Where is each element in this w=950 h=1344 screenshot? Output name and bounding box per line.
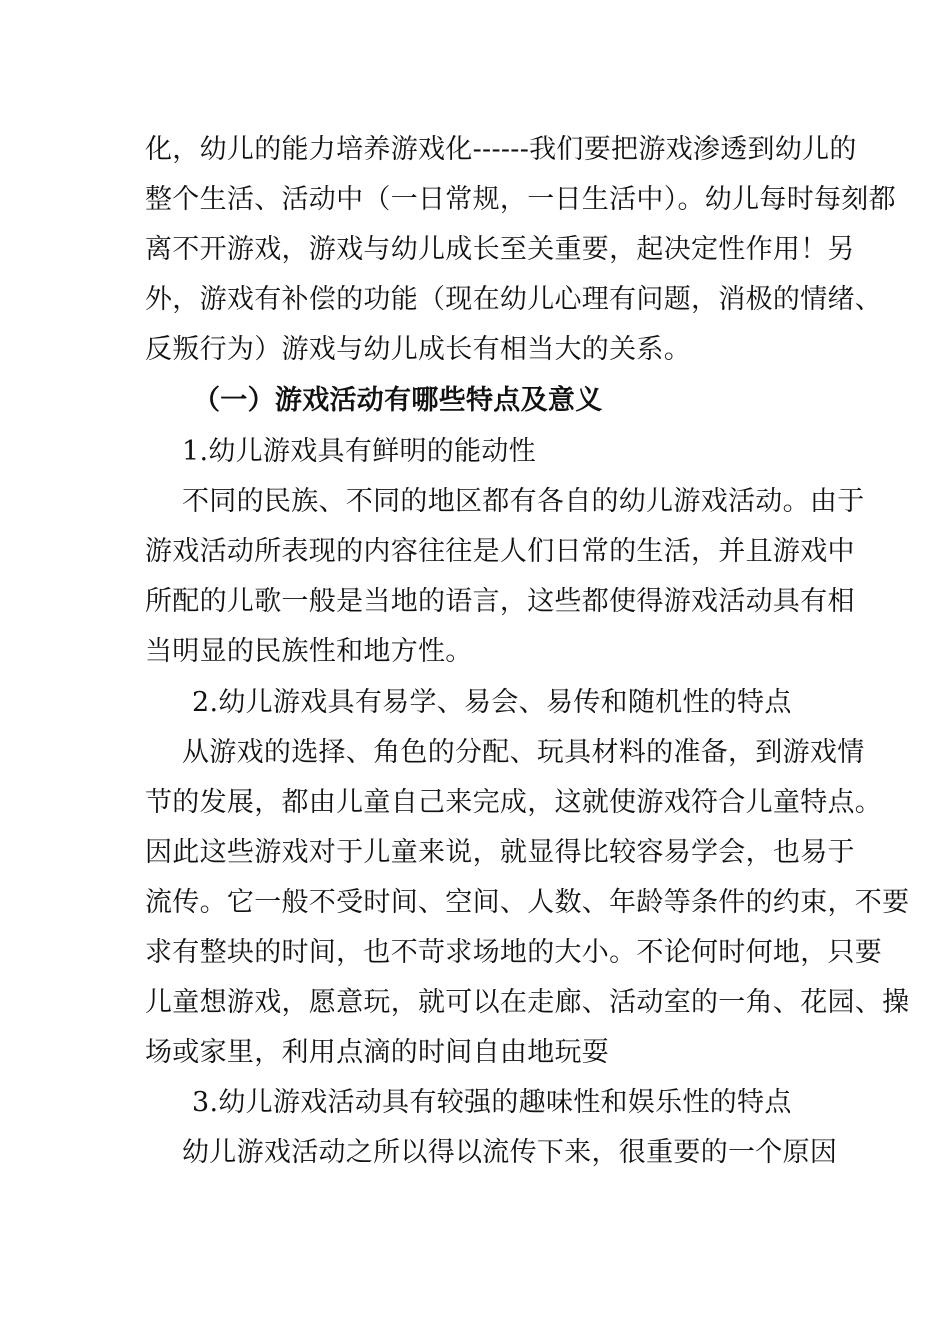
- subsection-heading: 2.幼儿游戏具有易学、易会、易传和随机性的特点: [192, 687, 792, 718]
- paragraph-line: 所配的儿歌一般是当地的语言，这些都使得游戏活动具有相: [145, 586, 855, 617]
- paragraph-line: 化，幼儿的能力培养游戏化------我们要把游戏渗透到幼儿的: [145, 134, 857, 165]
- subsection-heading: 3.幼儿游戏活动具有较强的趣味性和娱乐性的特点: [192, 1087, 792, 1118]
- paragraph-line: 离不开游戏，游戏与幼儿成长至关重要，起决定性作用！另: [145, 234, 855, 265]
- paragraph-line: 不同的民族、不同的地区都有各自的幼儿游戏活动。由于: [182, 486, 865, 517]
- paragraph-line: 外，游戏有补偿的功能（现在幼儿心理有问题，消极的情绪、: [145, 284, 883, 315]
- paragraph-line: 整个生活、活动中（一日常规，一日生活中）。幼儿每时每刻都: [145, 184, 896, 215]
- section-heading: （一）游戏活动有哪些特点及意义: [193, 385, 603, 416]
- paragraph-line: 节的发展，都由儿童自己来完成，这就使游戏符合儿童特点。: [145, 787, 883, 818]
- paragraph-line: 幼儿游戏活动之所以得以流传下来，很重要的一个原因: [182, 1137, 838, 1168]
- paragraph-line: 求有整块的时间，也不苛求场地的大小。不论何时何地，只要: [145, 937, 883, 968]
- paragraph-line: 流传。它一般不受时间、空间、人数、年龄等条件的约束，不要: [145, 887, 910, 918]
- paragraph-line: 场或家里，利用点滴的时间自由地玩耍: [145, 1037, 610, 1068]
- paragraph-line: 当明显的民族性和地方性。: [145, 636, 473, 667]
- paragraph-line: 儿童想游戏，愿意玩，就可以在走廊、活动室的一角、花园、操: [145, 987, 910, 1018]
- paragraph-line: 反叛行为）游戏与幼儿成长有相当大的关系。: [145, 334, 691, 365]
- paragraph-line: 游戏活动所表现的内容往往是人们日常的生活，并且游戏中: [145, 536, 855, 567]
- subsection-heading: 1.幼儿游戏具有鲜明的能动性: [182, 436, 536, 467]
- paragraph-line: 因此这些游戏对于儿童来说，就显得比较容易学会，也易于: [145, 837, 855, 868]
- paragraph-line: 从游戏的选择、角色的分配、玩具材料的准备，到游戏情: [182, 737, 865, 768]
